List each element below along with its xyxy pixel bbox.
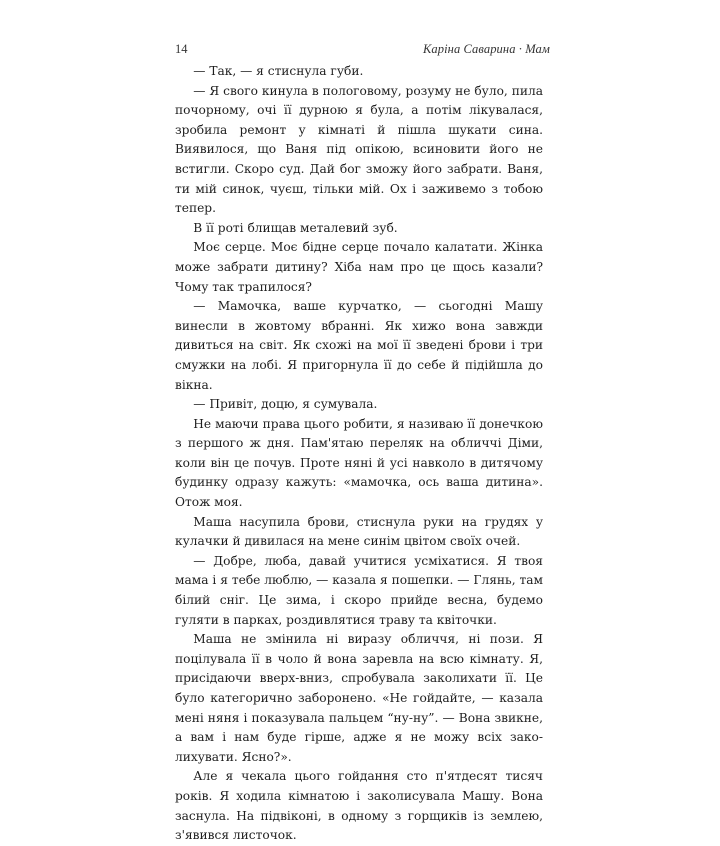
- paragraph: Не маючи права цього робити, я називаю її донечкою з першого ж дня. Пам'ятаю переляк на обличчі Діми, коли він це почув. Проте няні й усі навколо в дитячому будинку одразу кажуть: «мамочка, ось ваша дитина». Отож моя.: [175, 416, 543, 510]
- paragraph: Але я чекала цього гойдання сто п'ятдесят тисяч років. Я ходила кімнатою і заколисувала Машу. Вона заснула. На підвіконі, в одному з горщиків із землею, з'явився листочок.: [175, 769, 543, 843]
- paragraph: — Привіт, доцю, я сумувала.: [193, 397, 378, 412]
- paragraph: — Так, — я стиснула губи.: [193, 64, 364, 78]
- body-text: [175, 62, 543, 846]
- paragraph: В її роті блищав металевий зуб.: [193, 220, 398, 235]
- running-head: Каріна Саварина · Мам: [422, 42, 550, 56]
- paragraph: Маша не змінила ні виразу обличчя, ні пози. Я поцілувала її в чоло й вона заревла на всю кімнату. Я, присідаючи вверх-вниз, спробувала заколихати її. Це було категорично заборонено. «Не гойдайте, — казала мені няня і показувала пальцем “ну-ну”. — Вона звикне, а вам і нам буде гірше, адже я не можу всіх заколихувати. Ясно?».: [175, 632, 543, 764]
- paragraph: — Я свого кинула в пологовому, розуму не було, пила почорному, очі її дурною я була, а потім лікувалася, зробила ремонт у кімнаті й пішла шукати сина. Виявилося, що Ваня під опікою, всиновити його не встигли. Скоро суд. Дай бог зможу його забрати. Ваня, ти мій синок, чуєш, тільки мій. Ох і заживемо з тобою тепер.: [175, 83, 543, 216]
- paragraph: — Мамочка, ваше курчатко, — сьогодні Машу винесли в жовтому вбранні. Як хижо вона завжди дивиться на світ. Як схожі на мої її зведені брови і три смужки на лобі. Я пригорнула її до себе й підійшла до вікна.: [175, 299, 543, 392]
- paragraph: Моє серце. Моє бідне серце почало калатати. Жінка може забрати дитину? Хіба нам про це щось казали? Чому так трапилося?: [175, 240, 543, 294]
- paragraph: — Добре, люба, давай учитися усміхатися. Я твоя мама і я тебе люблю, — казала я пошепки. — Глянь, там білий сніг. Це зима, і скоро прийде весна, будемо гуляти в парках, роздивлятися траву та квіточки.: [175, 553, 543, 627]
- page-number: 14: [175, 42, 188, 56]
- paragraph: Маша насупила брови, стиснула руки на грудях у кулачки й дивилася на мене синім цвітом своїх очей.: [175, 514, 543, 549]
- page-header: [175, 42, 550, 58]
